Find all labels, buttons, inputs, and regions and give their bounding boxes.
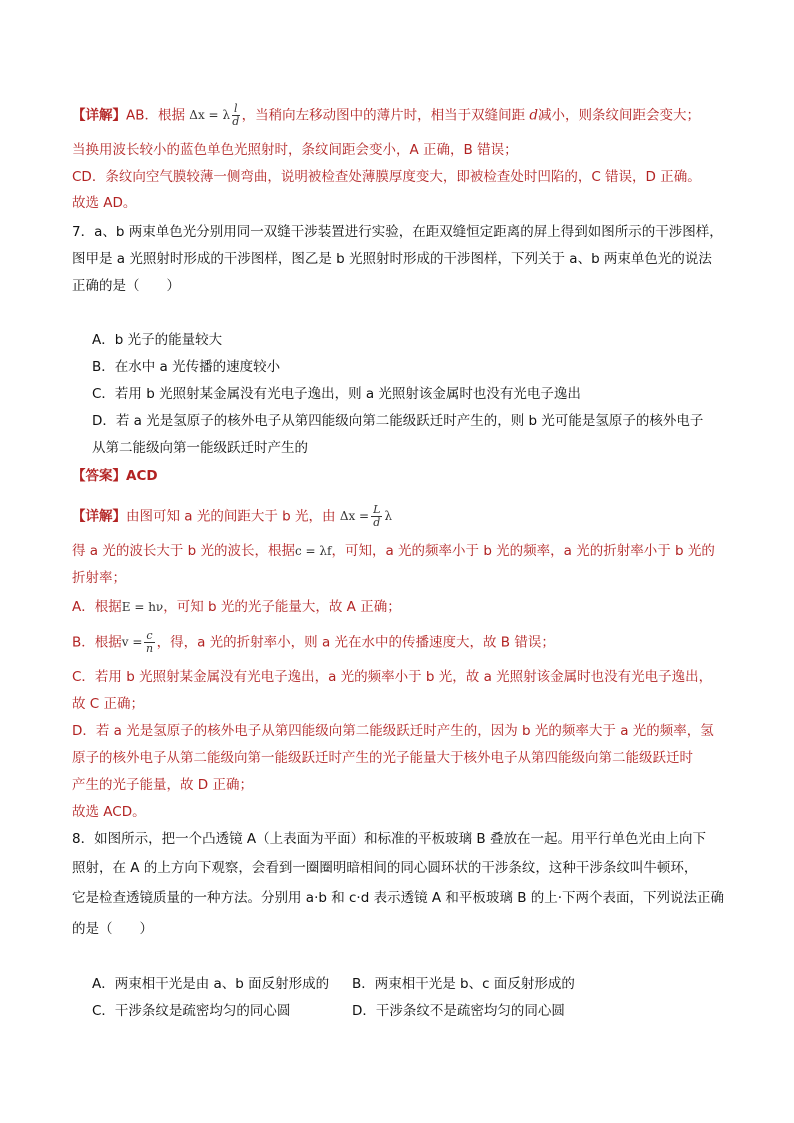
q6-detail-line-1: 【详解】AB．根据 Δx = λ $\frac{l}{d}$ ，当稍向左移动图中的薄片时，相当于双缝间距 d减小，则条纹间距会变大；: [72, 102, 701, 128]
q8-stem-3: 它是检查透镜质量的一种方法。分别用 a·b 和 c·d 表示透镜 A 和平板玻璃 B 的上·下两个表面，下列说法正确: [72, 890, 725, 906]
q7-detail-line-3: 折射率；: [72, 570, 126, 586]
q8-option-a: A．两束相干光是由 a、b 面反射形成的: [92, 976, 330, 992]
q7-stem-2: 图甲是 a 光照射时形成的干涉图样，图乙是 b 光照射时形成的干涉图样，下列关于 a、b 两束单色光的说法: [72, 251, 712, 267]
formula-e-hv: E = hν: [121, 600, 164, 614]
q7-conclusion: 故选 ACD。: [72, 804, 146, 820]
q7-detail-line-7: 故 C 正确；: [72, 696, 145, 712]
answer-value: ACD: [126, 468, 158, 484]
formula-delta-x: Δx = λ $\frac{l}{d}$: [189, 102, 240, 128]
q8-options-row-2: [92, 1001, 290, 1021]
q7-option-d-2: 从第二能级向第一能级跃迁时产生的: [92, 440, 308, 456]
q7-answer: [72, 466, 158, 486]
q7-stem-3: 正确的是（ ）: [72, 278, 180, 294]
formula-delta-x: Δx = $\frac{L}{d}$ λ: [339, 503, 393, 529]
q7-detail-line-8: D．若 a 光是氢原子的核外电子从第四能级向第二能级跃迁时产生的，因为 b 光的频率大于 a 光的频率，氢: [72, 723, 714, 739]
q6-detail-line-2: 当换用波长较小的蓝色单色光照射时，条纹间距会变小，A 正确，B 错误；: [72, 142, 518, 158]
q7-detail-line-6: C．若用 b 光照射某金属没有光电子逸出，a 光的频率小于 b 光，故 a 光照射该金属时也没有光电子逸出，: [72, 669, 713, 685]
q8-option-b: B．两束相干光是 b、c 面反射形成的: [352, 976, 575, 992]
q7-option-a: A．b 光子的能量较大: [92, 332, 223, 348]
q7-option-b: B．在水中 a 光传播的速度较小: [92, 359, 281, 375]
q6-detail-line-3: CD．条纹向空气膜较薄一侧弯曲，说明被检查处薄膜厚度变大，即被检查处时凹陷的，C 错误，D 正确。: [72, 169, 701, 185]
q6-conclusion: 故选 AD。: [72, 195, 137, 211]
q8-option-c: C．干涉条纹是疏密均匀的同心圆: [92, 1003, 291, 1019]
q7-option-c: C．若用 b 光照射某金属没有光电子逸出，则 a 光照射该金属时也没有光电子逸出: [92, 386, 581, 402]
q7-detail-line-10: 产生的光子能量，故 D 正确；: [72, 777, 253, 793]
detail-tag: 【详解】: [72, 508, 126, 525]
answer-tag: 【答案】: [72, 468, 126, 484]
q7-detail-line-4: A．根据E = hν，可知 b 光的光子能量大，故 A 正确；: [72, 599, 401, 615]
detail-text: AB．根据: [126, 107, 185, 124]
q8-option-d: D．干涉条纹不是疏密均匀的同心圆: [352, 1003, 565, 1019]
q7-detail-line-5: B．根据v = $\frac{c}{n}$ ，得，a 光的折射率小，则 a 光在水中的传播速度大，故 B 错误；: [72, 629, 555, 655]
q8-options-row-1: [92, 974, 329, 994]
q7-detail-line-2: 得 a 光的波长大于 b 光的波长，根据c = λf，可知，a 光的频率小于 b 光的频率，a 光的折射率小于 b 光的: [72, 543, 715, 559]
q7-stem-1: 7．a、b 两束单色光分别用同一双缝干涉装置进行实验，在距双缝恒定距离的屏上得到如图所示的干涉图样，: [72, 224, 723, 240]
q7-detail-line-1: 【详解】由图可知 a 光的间距大于 b 光，由 Δx = $\frac{L}{d}$ λ: [72, 503, 393, 529]
q7-detail-line-9: 原子的核外电子从第二能级向第一能级跃迁时产生的光子能量大于核外电子从第四能级向第二能级跃迁时: [72, 750, 693, 766]
formula-v-c-n: v = $\frac{c}{n}$: [121, 629, 154, 655]
q8-stem-2: 照射，在 A 的上方向下观察，会看到一圈圈明暗相间的同心圆环状的干涉条纹，这种干涉条纹叫牛顿环，: [72, 860, 698, 876]
q8-stem-1: 8．如图所示，把一个凸透镜 A（上表面为平面）和标准的平板玻璃 B 叠放在一起。用平行单色光由上向下: [72, 831, 706, 847]
q7-option-d-1: D．若 a 光是氢原子的核外电子从第四能级向第二能级跃迁时产生的，则 b 光可能是氢原子的核外电子: [92, 413, 704, 429]
formula-c-lambda-f: c = λf: [295, 544, 332, 558]
q8-stem-4: 的是（ ）: [72, 921, 153, 937]
detail-tag: 【详解】: [72, 107, 126, 124]
